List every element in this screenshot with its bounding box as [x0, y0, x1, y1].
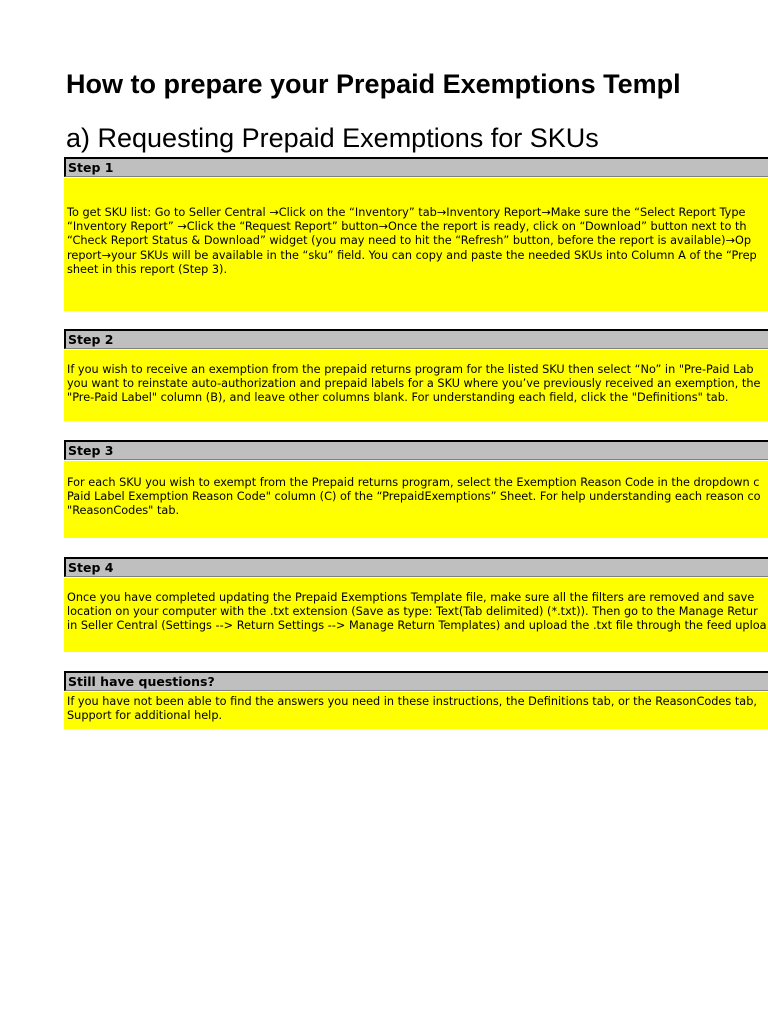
step-3-section: [64, 440, 768, 538]
step-1-section: [64, 157, 768, 311]
step-3-body: [64, 461, 768, 538]
questions-section: [64, 671, 768, 729]
questions-body: [64, 692, 768, 729]
text-line: location on your computer with the .txt extension (Save as type: Text(Tab delimited) (*.txt)). Then go to the Manage Retur: [67, 605, 758, 619]
text-line: Paid Label Exemption Reason Code" column (C) of the “PrepaidExemptions” Sheet. For help understanding each reason co: [67, 490, 761, 504]
questions-header: Still have questions?: [64, 671, 768, 691]
step-2-body: [64, 350, 768, 421]
text-line: “Check Report Status & Download” widget (you may need to hit the “Refresh” button, before the report is available)→Op: [67, 234, 752, 248]
step-1-header: Step 1: [64, 157, 768, 177]
section-heading: a) Requesting Prepaid Exemptions for SKUs: [66, 123, 599, 153]
text-line: “Inventory Report” →Click the “Request Report” button→Once the report is ready, click on “Download” button next to th: [67, 220, 747, 234]
step-2-section: [64, 329, 768, 421]
text-line: report→your SKUs will be available in the “sku” field. You can copy and paste the needed SKUs into Column A of the “Prep: [67, 248, 757, 262]
step-4-section: [64, 557, 768, 652]
text-line: If you have not been able to find the answers you need in these instructions, the Definitions tab, or the ReasonCodes tab,: [67, 695, 757, 708]
text-line: in Seller Central (Settings --> Return Settings --> Manage Return Templates) and upload the .txt file through the feed uploa: [67, 619, 767, 633]
step-2-header: Step 2: [64, 329, 768, 349]
step-3-header: Step 3: [64, 440, 768, 460]
text-line: For each SKU you wish to exempt from the Prepaid returns program, select the Exemption Reason Code in the dropdown c: [67, 476, 760, 489]
step-1-body: [64, 178, 768, 311]
text-line: Once you have completed updating the Prepaid Exemptions Template file, make sure all the filters are removed and save: [67, 591, 755, 604]
page-title: How to prepare your Prepaid Exemptions Templ: [66, 69, 681, 99]
text-line: you want to reinstate auto-authorization and prepaid labels for a SKU where you’ve previously received an exemption, the: [67, 377, 761, 391]
text-line: sheet in this report (Step 3).: [67, 262, 228, 276]
text-line: To get SKU list: Go to Seller Central →Click on the “Inventory” tab→Inventory Report→Make sure the “Select Report Type: [67, 206, 746, 219]
text-line: Support for additional help.: [67, 709, 223, 723]
text-line: If you wish to receive an exemption from the prepaid returns program for the listed SKU then select “No” in "Pre-Paid Lab: [67, 363, 754, 376]
step-4-body: [64, 578, 768, 652]
text-line: "Pre-Paid Label" column (B), and leave other columns blank. For understanding each field, click the "Definitions" tab.: [67, 391, 729, 405]
step-4-header: Step 4: [64, 557, 768, 577]
text-line: "ReasonCodes" tab.: [67, 504, 180, 518]
